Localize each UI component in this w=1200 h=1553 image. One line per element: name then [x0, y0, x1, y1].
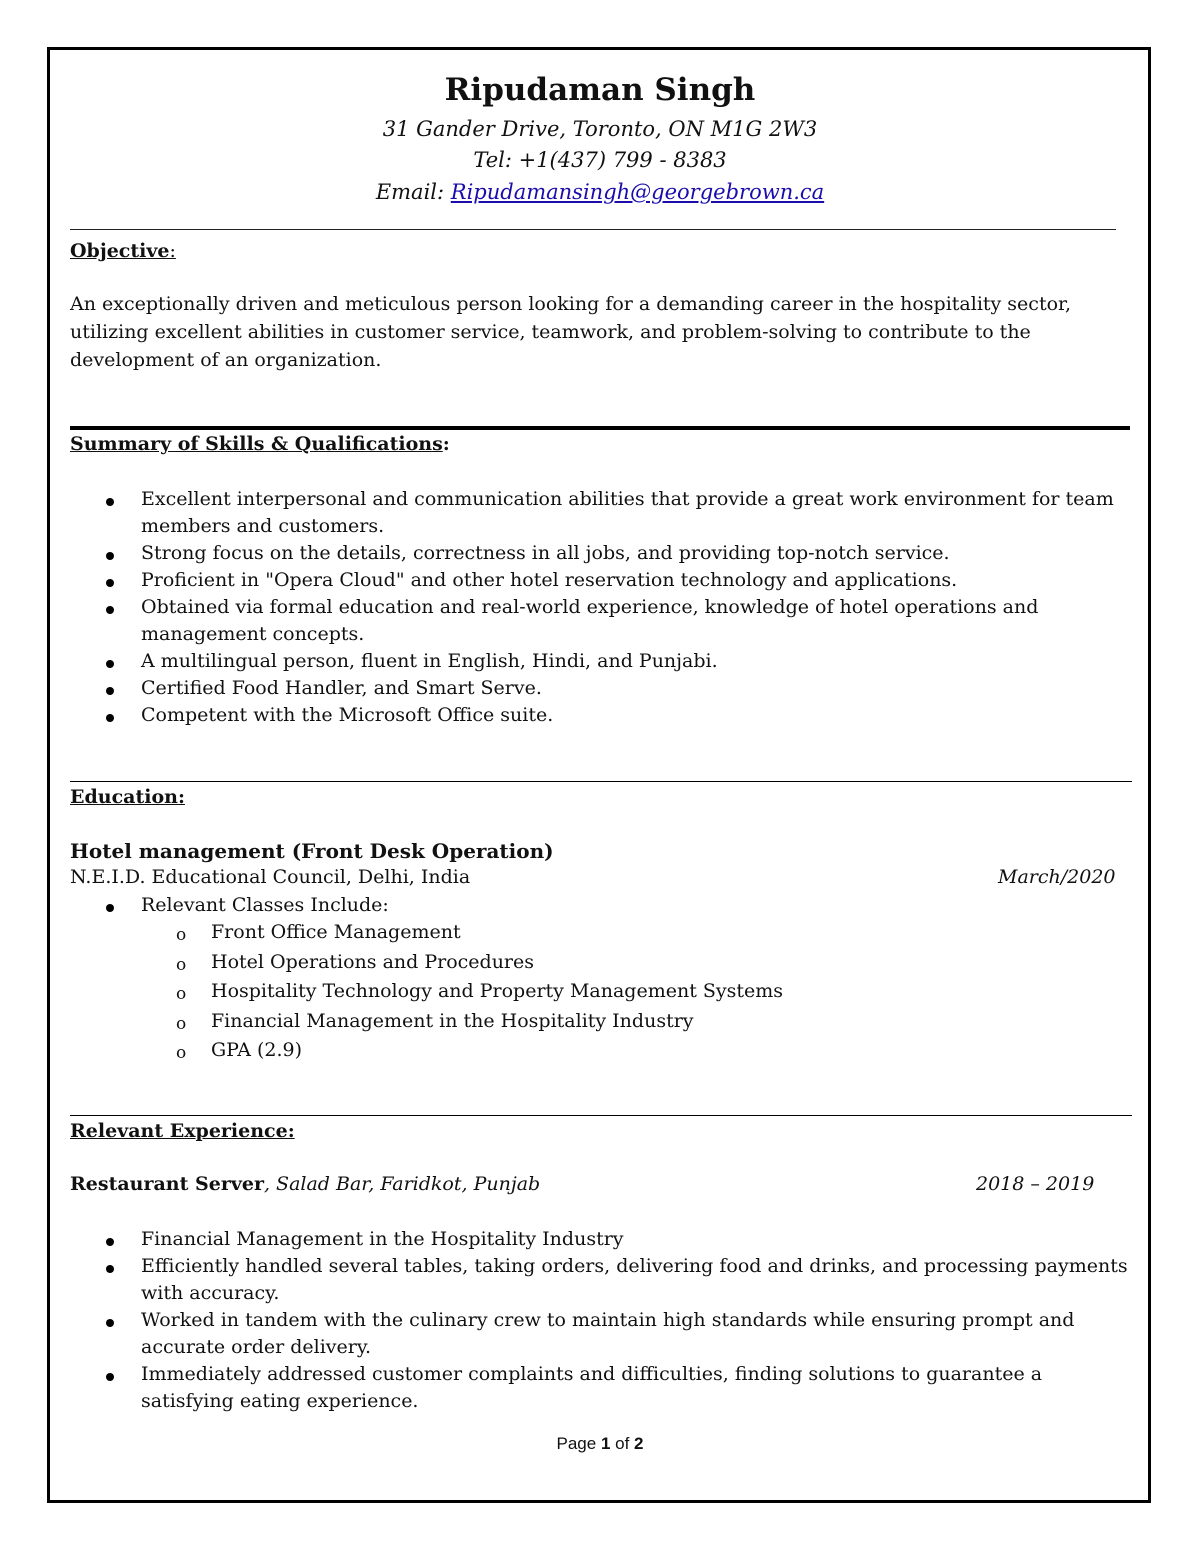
objective-heading-line: [70, 240, 176, 262]
list-item: o Hotel Operations and Procedures: [176, 950, 535, 975]
header-divider: [70, 212, 1116, 230]
list-item: Immediately addressed customer complaints and difficulties, finding solutions to guarantee a satisfying eating experience.: [70, 1361, 1132, 1415]
skills-list: [70, 486, 1130, 729]
skills-heading-colon: :: [442, 433, 450, 455]
list-item: Worked in tandem with the culinary crew to maintain high standards while ensuring prompt and accurate order delivery.: [70, 1307, 1132, 1361]
email-line: [0, 180, 1200, 204]
list-item: Certified Food Handler, and Smart Serve.: [70, 675, 1130, 702]
list-item: o Financial Management in the Hospitality Industry: [176, 1009, 694, 1034]
list-item: Efficiently handled several tables, taking orders, delivering food and drinks, and processing payments with accuracy.: [70, 1253, 1132, 1307]
bullet-icon: [106, 1238, 114, 1246]
bullet-icon: [106, 498, 114, 506]
experience-list: [70, 1226, 1132, 1415]
bullet-icon: [106, 660, 114, 668]
email-label: Email:: [375, 180, 451, 204]
education-classes-list: [70, 918, 1130, 1066]
education-date: March/2020: [998, 866, 1116, 888]
bullet-icon: [106, 552, 114, 560]
circle-bullet-icon: o: [176, 1043, 187, 1063]
section-rule: [70, 1115, 1132, 1116]
experience-dates: 2018 – 2019: [976, 1173, 1095, 1195]
bullet-icon: [106, 1319, 114, 1327]
education-institution: N.E.I.D. Educational Council, Delhi, India: [70, 866, 471, 888]
bullet-icon: [106, 606, 114, 614]
list-item: Competent with the Microsoft Office suite.: [70, 702, 1130, 729]
circle-bullet-icon: o: [176, 984, 187, 1004]
bullet-icon: [106, 687, 114, 695]
bullet-icon: [106, 904, 114, 912]
list-item: o GPA (2.9): [176, 1039, 303, 1063]
circle-bullet-icon: o: [176, 954, 187, 975]
objective-heading: Objective: [70, 240, 170, 262]
objective-text: An exceptionally driven and meticulous person looking for a demanding career in the hospitality sector, utilizing excellent abilities in customer service, teamwork, and problem-solving to contribute to the development of an organization.: [70, 293, 1072, 371]
section-rule: [70, 426, 1130, 430]
education-heading: Education:: [70, 786, 185, 808]
section-rule: [70, 781, 1132, 782]
address: 31 Gander Drive, Toronto, ON M1G 2W3: [382, 117, 818, 141]
experience-title-line: [70, 1173, 540, 1195]
email-link[interactable]: Ripudamansingh@georgebrown.ca: [450, 180, 825, 204]
skills-heading: Summary of Skills & Qualifications: [70, 433, 443, 455]
list-item: Excellent interpersonal and communication abilities that provide a great work environment for team members and customers.: [70, 486, 1130, 540]
experience-employer: , Salad Bar, Faridkot, Punjab: [263, 1173, 541, 1195]
list-item: A multilingual person, fluent in English, Hindi, and Punjabi.: [70, 648, 1130, 675]
bullet-icon: [106, 1265, 114, 1273]
experience-heading: Relevant Experience:: [70, 1120, 295, 1142]
page-number: Page 1 of 2: [556, 1434, 644, 1453]
list-item: Strong focus on the details, correctness in all jobs, and providing top-notch service.: [70, 540, 1130, 567]
bullet-icon: [106, 579, 114, 587]
list-item: Obtained via formal education and real-world experience, knowledge of hotel operations and management concepts.: [70, 594, 1130, 648]
circle-bullet-icon: o: [176, 1013, 187, 1034]
list-item: o Front Office Management: [176, 921, 461, 945]
list-item: o Hospitality Technology and Property Management Systems: [176, 980, 784, 1004]
bullet-icon: [106, 1373, 114, 1381]
skills-heading-line: [70, 433, 450, 455]
circle-bullet-icon: o: [176, 925, 187, 945]
list-item: Relevant Classes Include:: [70, 892, 1130, 919]
education-classes-bullet: [70, 892, 1130, 919]
experience-role: Restaurant Server: [70, 1173, 264, 1195]
objective-heading-colon: :: [169, 240, 176, 262]
list-item: Proficient in "Opera Cloud" and other hotel reservation technology and applications.: [70, 567, 1130, 594]
candidate-name: Ripudaman Singh: [444, 72, 756, 108]
telephone: Tel: +1(437) 799 - 8383: [473, 148, 727, 172]
bullet-icon: [106, 714, 114, 722]
education-program: Hotel management (Front Desk Operation): [70, 839, 554, 863]
list-item: Financial Management in the Hospitality Industry: [70, 1226, 1132, 1253]
